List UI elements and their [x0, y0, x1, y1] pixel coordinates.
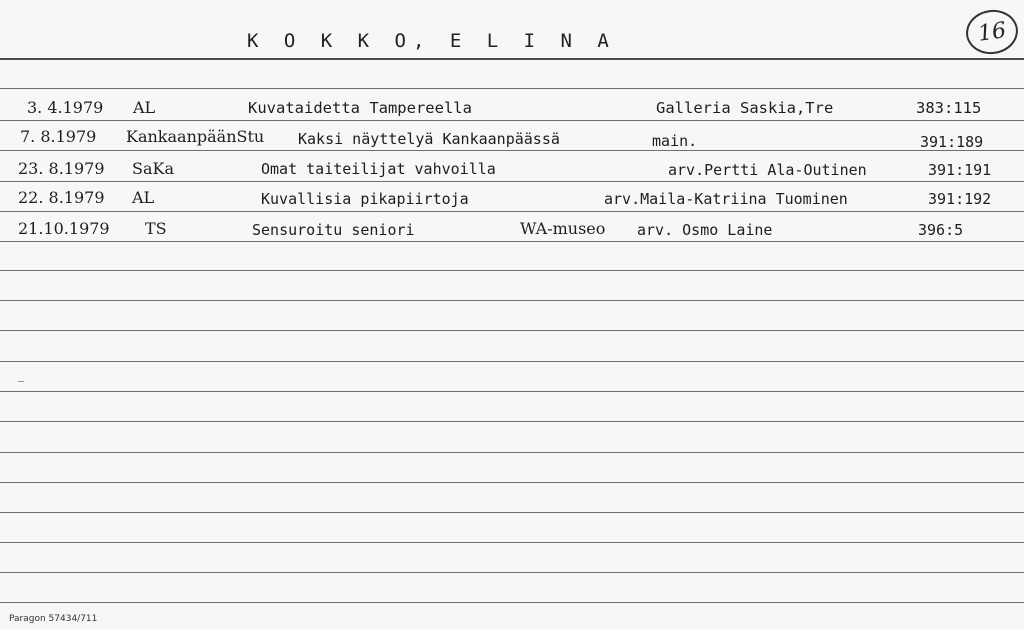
- card-rule: [0, 300, 1024, 301]
- entry-date: 21.10.1979: [18, 219, 110, 238]
- entry-source: SaKa: [132, 159, 174, 178]
- card-rule: [0, 241, 1024, 242]
- card-rule: [0, 330, 1024, 331]
- card-number-circled: 16: [963, 7, 1021, 58]
- entry-source: KankaanpäänStu: [126, 127, 265, 146]
- card-rule: [0, 211, 1024, 212]
- entry-ref: 383:115: [916, 99, 982, 117]
- paper-speck: [18, 381, 24, 382]
- entry-ref: 391:192: [928, 190, 992, 208]
- entry-source: TS: [145, 219, 167, 238]
- entry-note: arv.Pertti Ala-Outinen: [668, 161, 867, 179]
- card-rule: [0, 542, 1024, 543]
- card-rule: [0, 482, 1024, 483]
- entry-date: 3. 4.1979: [27, 98, 104, 117]
- entry-ref: 391:189: [920, 133, 984, 151]
- entry-note: arv.Maila-Katriina Tuominen: [604, 190, 848, 208]
- card-rule: [0, 120, 1024, 121]
- entry-ref: 396:5: [918, 221, 964, 239]
- entry-source: AL: [133, 98, 156, 117]
- card-footer-label: Paragon 57434/711: [9, 614, 98, 624]
- entry-source: AL: [132, 188, 155, 207]
- entry-title: Sensuroitu seniori: [252, 221, 415, 239]
- card-rule: [0, 512, 1024, 513]
- entry-note: arv. Osmo Laine: [637, 221, 773, 239]
- person-name: K O K K O, E L I N A: [247, 30, 616, 52]
- card-rule: [0, 452, 1024, 453]
- card-rule: [0, 421, 1024, 422]
- card-rule: [0, 270, 1024, 271]
- card-rule: [0, 361, 1024, 362]
- entry-title: Omat taiteilijat vahvoilla: [261, 160, 496, 178]
- entry-title: Kaksi näyttelyä Kankaanpäässä: [298, 130, 560, 148]
- entry-note: Galleria Saskia,Tre: [656, 99, 834, 117]
- entry-title: Kuvallisia pikapiirtoja: [261, 190, 469, 208]
- card-rule: [0, 391, 1024, 392]
- card-rule: [0, 88, 1024, 89]
- entry-ref: 391:191: [928, 161, 992, 179]
- card-rule: [0, 181, 1024, 182]
- header-rule: [0, 58, 1024, 60]
- entry-title: Kuvataidetta Tampereella: [248, 99, 472, 117]
- entry-note: main.: [652, 132, 698, 150]
- card-rule: [0, 150, 1024, 151]
- entry-venue: WA-museo: [520, 219, 606, 238]
- card-rule: [0, 602, 1024, 603]
- entry-date: 23. 8.1979: [18, 159, 105, 178]
- entry-date: 7. 8.1979: [20, 127, 97, 146]
- entry-date: 22. 8.1979: [18, 188, 105, 207]
- card-rule: [0, 572, 1024, 573]
